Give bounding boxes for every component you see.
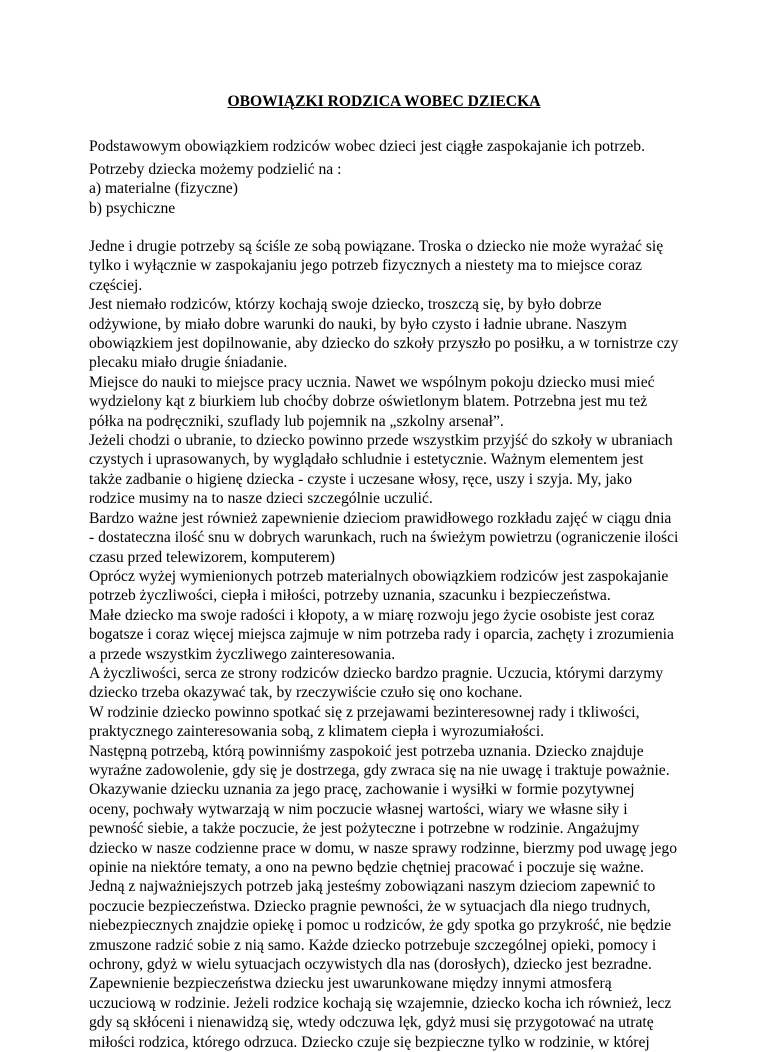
intro-paragraph: Podstawowym obowiązkiem rodziców wobec dzieci jest ciągłe zaspokajanie ich potrzeb. bbox=[89, 138, 645, 155]
body-line: Oprócz wyżej wymienionych potrzeb materialnych obowiązkiem rodziców jest zaspokajanie bbox=[89, 567, 669, 585]
body-line: Jedną z najważniejszych potrzeb jaką jesteśmy zobowiązani naszym dzieciom zapewnić to bbox=[89, 878, 656, 896]
body-line: opinie na niektóre tematy, a ono na pewno będzie chętniej pracować i poczuje się ważne. bbox=[89, 859, 644, 876]
needs-division-list bbox=[89, 160, 729, 218]
body-line: częściej. bbox=[89, 276, 143, 294]
list-item: b) psychiczne bbox=[89, 199, 176, 217]
body-line: miłości rodzica, którego odrzuca. Dziecko czuje się bezpieczne tylko w rodzinie, w której bbox=[89, 1033, 650, 1051]
body-line: oceny, pochwały wytwarzają w nim poczucie własnej wartości, wiary we własne siły i bbox=[89, 800, 628, 818]
body-line: niebezpiecznych znajdzie opiekę i pomoc u rodziców, że gdy spotka go przykrość, nie będzie bbox=[89, 917, 672, 935]
body-line: Jeżeli chodzi o ubranie, to dziecko powinno przede wszystkim przyjść do szkoły w ubraniach bbox=[89, 432, 673, 450]
document-title: OBOWIĄZKI RODZICA WOBEC DZIECKA bbox=[227, 93, 541, 110]
division-lead: Potrzeby dziecka możemy podzielić na : bbox=[89, 161, 342, 178]
body-line: wyraźne zadowolenie, gdy się je dostrzega, gdy zwraca się na nie uwagę i traktuje poważnie. bbox=[89, 761, 670, 779]
body-line: Jest niemało rodziców, którzy kochają swoje dziecko, troszczą się, by było dobrze bbox=[89, 296, 602, 314]
body-line: W rodzinie dziecko powinno spotkać się z przejawami bezinteresownej rady i tkliwości, bbox=[89, 703, 640, 721]
body-text bbox=[89, 237, 729, 1052]
body-line: dziecko trzeba okazywać tak, by rzeczywiście czuło się ono kochane. bbox=[89, 684, 523, 702]
body-line: gdy są skłóceni i nienawidzą się, wtedy odczuwa lęk, gdyż musi się przygotować na utratę bbox=[89, 1014, 654, 1032]
body-line: obowiązkiem jest dopilnowanie, aby dziecko do szkoły przyszło po posiłku, a w tornistrze czy bbox=[89, 335, 679, 353]
body-line: czystych i uprasowanych, by wyglądało schludnie i estetycznie. Ważnym elementem jest bbox=[89, 451, 644, 469]
body-line: tylko i wyłącznie w zaspokajaniu jego potrzeb fizycznych a niestety ma to miejsce coraz bbox=[89, 257, 642, 275]
body-line: czasu przed telewizorem, komputerem) bbox=[89, 548, 335, 566]
list-item: a) materialne (fizyczne) bbox=[89, 180, 238, 198]
body-line: Jedne i drugie potrzeby są ściśle ze sobą powiązane. Troska o dziecko nie może wyrażać się bbox=[89, 238, 664, 255]
body-line: wydzielony kąt z biurkiem lub choćby dobrze oświetlonym blatem. Potrzebna jest mu też bbox=[89, 393, 648, 411]
body-line: także zadbanie o higienę dziecka - czyste i uczesane włosy, ręce, uszy i szyja. My, jako bbox=[89, 470, 633, 488]
body-line: praktycznego zainteresowania sobą, z klimatem ciepła i wyrozumiałości. bbox=[89, 723, 545, 741]
body-line: pewność siebie, a także poczucie, że jest pożyteczne i potrzebne w rodzinie. Angażujmy bbox=[89, 820, 640, 838]
body-line: półka na podręczniki, szuflady lub pojemnik na „szkolny arsenał”. bbox=[89, 412, 504, 430]
body-line: dziecko w nasze codzienne prace w domu, w nasze sprawy rodzinne, bierzmy pod uwagę jego bbox=[89, 839, 678, 857]
body-line: - dostateczna ilość snu w dobrych warunkach, ruch na świeżym powietrzu (ograniczenie ilości bbox=[89, 529, 679, 547]
body-line: potrzeb życzliwości, ciepła i miłości, potrzeby uznania, szacunku i bezpieczeństwa. bbox=[89, 587, 611, 605]
body-line: plecaku miało drugie śniadanie. bbox=[89, 354, 288, 372]
body-line: Okazywanie dziecku uznania za jego pracę, zachowanie i wysiłki w formie pozytywnej bbox=[89, 781, 635, 799]
body-line: A życzliwości, serca ze strony rodziców dziecko bardzo pragnie. Uczucia, którymi darzymy bbox=[89, 664, 664, 682]
body-line: Bardzo ważne jest również zapewnienie dzieciom prawidłowego rozkładu zajęć w ciągu dnia bbox=[89, 509, 672, 527]
body-line: Małe dziecko ma swoje radości i kłopoty, a w miarę rozwoju jego życie osobiste jest coraz bbox=[89, 606, 655, 624]
body-line: uczuciową w rodzinie. Jeżeli rodzice kochają się wzajemnie, dziecko kocha ich również, lecz bbox=[89, 994, 672, 1012]
body-line: zmuszone radzić sobie z nią samo. Każde dziecko potrzebuje szczególnej opieki, pomocy i bbox=[89, 936, 657, 954]
body-line: bogatsze i coraz więcej miejsca zajmuje w nim potrzeba rady i oparcia, zachęty i zrozumienia bbox=[89, 626, 674, 644]
body-line: poczucie bezpieczeństwa. Dziecko pragnie pewności, że w sytuacjach dla niego trudnych, bbox=[89, 897, 651, 915]
body-line: Zapewnienie bezpieczeństwa dziecku jest uwarunkowane między innymi atmosferą bbox=[89, 975, 612, 993]
body-line: ochrony, gdyż w wielu sytuacjach oczywistych dla nas (dorosłych), dziecko jest bezradne. bbox=[89, 956, 652, 974]
body-line: Miejsce do nauki to miejsce pracy ucznia. Nawet we wspólnym pokoju dziecko musi mieć bbox=[89, 373, 655, 391]
body-line: rodzice musimy na to nasze dzieci szczególnie uczulić. bbox=[89, 490, 433, 508]
body-line: Następną potrzebą, którą powinniśmy zaspokoić jest potrzeba uznania. Dziecko znajduje bbox=[89, 742, 644, 760]
body-line: a przede wszystkim życzliwego zainteresowania. bbox=[89, 645, 396, 663]
body-line: odżywione, by miało dobre warunki do nauki, by było czysto i ładnie ubrane. Naszym bbox=[89, 315, 627, 333]
